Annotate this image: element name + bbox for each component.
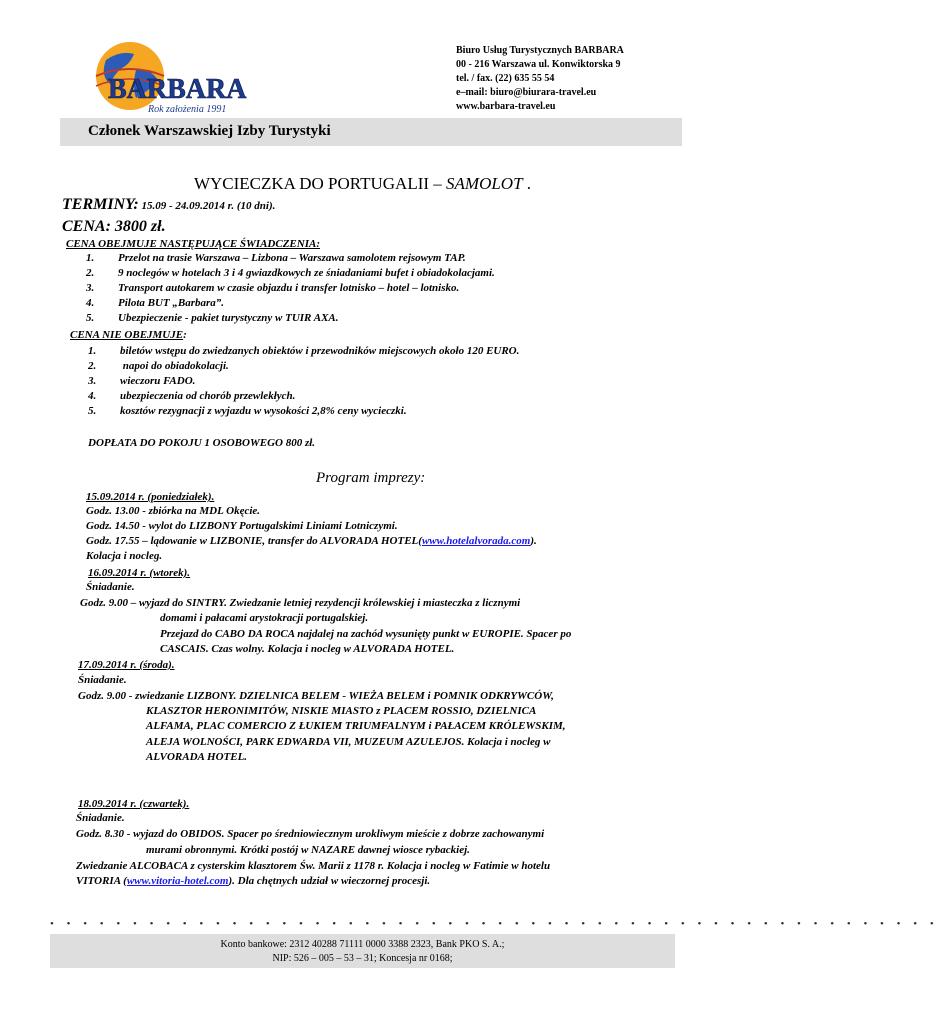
list-item: 1. Przelot na trasie Warszawa – Lizbona – Warszawa samolotem rejsowym TAP. <box>86 252 466 264</box>
day2-date: 16.09.2014 r. (wtorek). <box>88 567 191 579</box>
price-line: CENA: 3800 zł. <box>62 218 166 235</box>
contact-block <box>456 44 716 114</box>
day1-date: 15.09.2014 r. (poniedziałek). <box>86 491 215 503</box>
day1-line: Godz. 14.50 - wylot do LIZBONY Portugalskimi Liniami Lotniczymi. <box>86 520 398 532</box>
website[interactable]: www.barbara-travel.eu <box>456 101 556 112</box>
supplement-text: DOPŁATA DO POKOJU 1 OSOBOWEGO 800 zł. <box>88 437 316 449</box>
day4-line: murami obronnymi. Krótki postój w NAZARE dawnej wiosce rybackiej. <box>146 844 470 856</box>
day4-line: Zwiedzanie ALCOBACA z cysterskim klasztorem Św. Marii z 1178 r. Kolacja i nocleg w Fatimie w hotelu <box>76 860 551 872</box>
day3-line: KLASZTOR HERONIMITÓW, NISKIE MIASTO z PLACEM ROSSIO, DZIELNICA <box>146 705 537 717</box>
phone: tel. / fax. (22) 635 55 54 <box>456 73 555 84</box>
list-item: 2. napoi do obiadokolacji. <box>88 360 229 372</box>
day2-line: domami i pałacami arystokracji portugalskiej. <box>160 612 369 624</box>
day3-line: Śniadanie. <box>78 674 127 686</box>
list-item: 5. Ubezpieczenie - pakiet turystyczny w TUIR AXA. <box>86 312 339 324</box>
list-item: 5. kosztów rezygnacji z wyjazdu w wysokości 2,8% ceny wycieczki. <box>88 405 407 417</box>
list-item: 3. Transport autokarem w czasie objazdu i transfer lotnisko – hotel – lotnisko. <box>86 282 460 294</box>
day4-line: Godz. 8.30 - wyjazd do OBIDOS. Spacer po średniowiecznym urokliwym mieście z dobrze zachowanymi <box>76 828 545 840</box>
company-name: Biuro Usług Turystycznych BARBARA <box>456 45 624 56</box>
day2-line: Godz. 9.00 – wyjazd do SINTRY. Zwiedzanie letniej rezydencji królewskiej i miasteczka z licznymi <box>80 597 521 609</box>
hotel-vitoria-link[interactable]: www.vitoria-hotel.com <box>126 875 229 887</box>
day1-line: Kolacja i nocleg. <box>86 550 163 562</box>
list-item: 3. wieczoru FADO. <box>88 375 196 387</box>
list-item: 4. Pilota BUT „Barbara”. <box>86 297 225 309</box>
terms-line <box>62 196 275 214</box>
day4-date: 18.09.2014 r. (czwartek). <box>78 798 190 810</box>
day3-date: 17.09.2014 r. (środa). <box>78 659 175 671</box>
day3-line: ALVORADA HOTEL. <box>146 751 248 763</box>
brand-text: BARBARA <box>108 74 247 105</box>
excludes-heading: CENA NIE OBEJMUJE: <box>70 329 187 341</box>
title-end: . <box>522 174 532 193</box>
day1-line: Godz. 13.00 - zbiórka na MDL Okęcie. <box>86 505 261 517</box>
tagline-text: Rok założenia 1991 <box>148 104 227 115</box>
day2-line: Przejazd do CABO DA ROCA najdalej na zachód wysunięty punkt w EUROPIE. Spacer po <box>160 628 572 640</box>
membership-text: Członek Warszawskiej Izby Turystyki <box>88 123 331 139</box>
includes-heading: CENA OBEJMUJE NASTĘPUJĄCE ŚWIADCZENIA: <box>66 238 320 250</box>
email[interactable]: e–mail: biuro@biurara-travel.eu <box>456 87 597 98</box>
terms-value: 15.09 - 24.09.2014 r. (10 dni). <box>138 200 276 212</box>
hotel-alvorada-link[interactable]: www.hotelalvorada.com <box>421 535 531 547</box>
day3-line: Godz. 9.00 - zwiedzanie LIZBONY. DZIELNICA BELEM - WIEŻA BELEM i POMNIK ODKRYWCÓW, <box>78 690 554 702</box>
list-item: 4. ubezpieczenia od chorób przewlekłych. <box>88 390 296 402</box>
page-title <box>0 174 725 194</box>
terms-label: TERMINY: <box>62 196 139 213</box>
day3-line: ALFAMA, PLAC COMERCIO Z ŁUKIEM TRIUMFALNYM i PAŁACEM KRÓLEWSKIM, <box>146 720 566 732</box>
program-title: Program imprezy: <box>316 470 426 486</box>
day2-line: CASCAIS. Czas wolny. Kolacja i nocleg w ALVORADA HOTEL. <box>160 643 455 655</box>
list-item: 1. biletów wstępu do zwiedzanych obiektów i przewodników miejscowych około 120 EURO. <box>88 345 520 357</box>
title-main: WYCIECZKA DO PORTUGALII – <box>193 174 447 193</box>
title-italic: SAMOLOT <box>446 174 523 193</box>
day2-line: Śniadanie. <box>86 581 135 593</box>
day4-line: Śniadanie. <box>76 812 125 824</box>
day1-line: Godz. 17.55 – lądowanie w LIZBONIE, transfer do ALVORADA HOTEL(www.hotelalvorada.com). <box>86 535 537 547</box>
globe-logo-icon <box>86 40 276 116</box>
dotted-divider: • • • • • • • • • • • • • • • • • • • • • • • • • • • • • • • • • • • • • • • • • • • • • • • • • • • • • • <box>50 918 939 930</box>
bank-account: Konto bankowe: 2312 40288 71111 0000 3388 2323, Bank PKO S. A.; <box>220 939 505 950</box>
barbara-logo <box>86 40 276 116</box>
address: 00 - 216 Warszawa ul. Konwiktorska 9 <box>456 59 621 70</box>
day3-line: ALEJA WOLNOŚCI, PARK EDWARDA VII, MUZEUM AZULEJOS. Kolacja i nocleg w <box>146 736 551 748</box>
day4-line: VITORIA (www.vitoria-hotel.com). Dla chętnych udział w wieczornej procesji. <box>76 875 431 887</box>
list-item: 2. 9 noclegów w hotelach 3 i 4 gwiazdkowych ze śniadaniami bufet i obiadokolacjami. <box>86 267 495 279</box>
tax-license: NIP: 526 – 005 – 53 – 31; Koncesja nr 0168; <box>272 953 453 964</box>
